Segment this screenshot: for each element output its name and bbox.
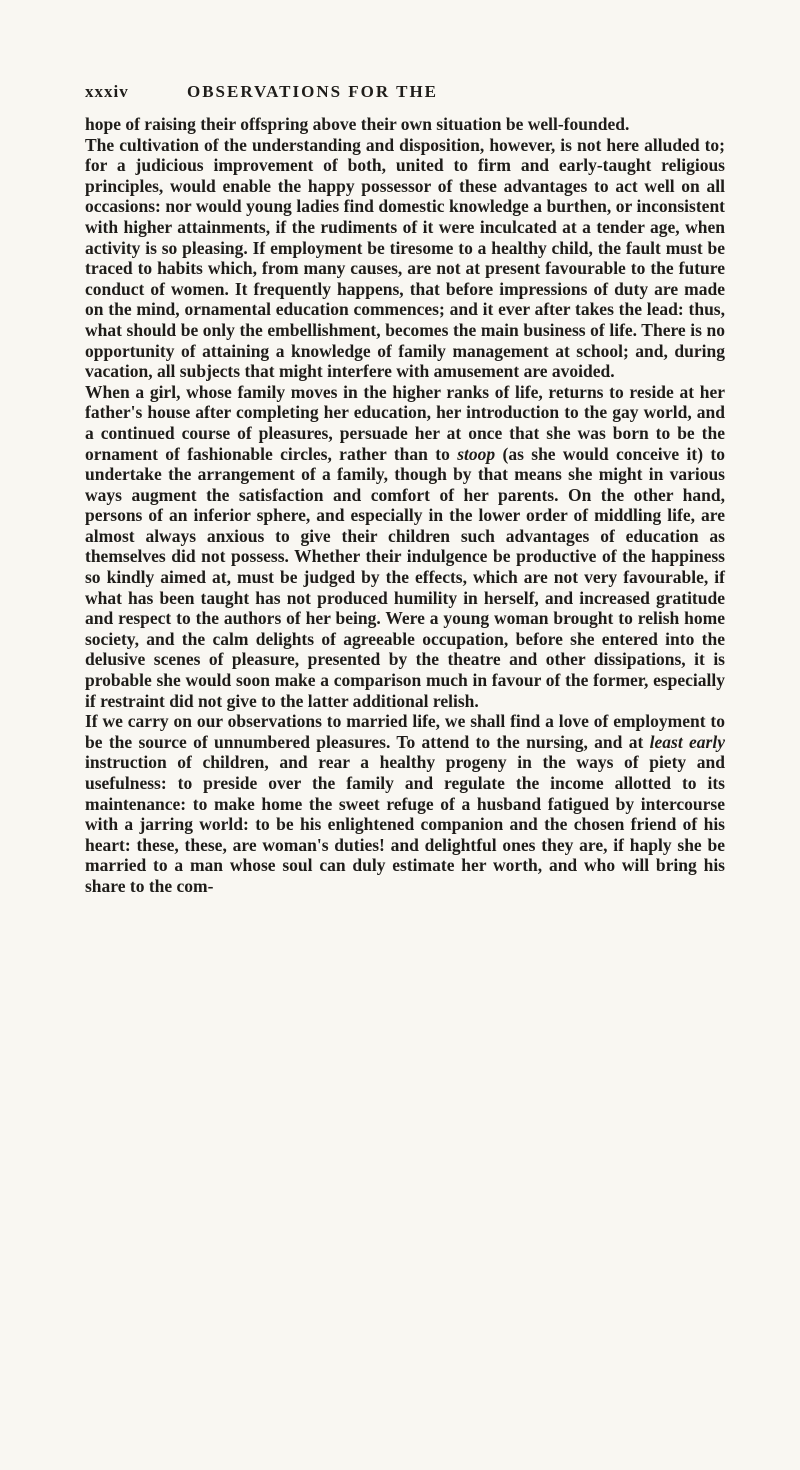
paragraph-4: [85, 711, 725, 896]
paragraph-2: The cultivation of the understanding and disposition, however, is not here alluded to; for a judicious improvement of both, united to firm and early-taught religious principles, would enable the happy possessor of these advantages to act well on all occasions: nor would young ladies find domestic knowledge a burthen, or inconsistent with higher attainments, if the rudiments of it were inculcated at a tender age, when activity is so pleasing. If employment be tiresome to a healthy child, the fault must be traced to habits which, from many causes, are not at present favourable to the future conduct of women. It frequently happens, that before impressions of duty are made on the mind, ornamental education commences; and it ever after takes the lead: thus, what should be only the embellishment, becomes the main business of life. There is no opportunity of attaining a knowledge of family management at school; and, during vacation, all subjects that might interfere with amusement are avoided.: [85, 134, 725, 382]
paragraph-3: [85, 382, 725, 712]
body-text: [85, 114, 725, 897]
page-number: xxxiv: [85, 82, 129, 101]
paragraph-3-part-1: When a girl, whose family moves in the higher ranks of life, returns to reside at her father's house after completing her education, her introduction to the gay world, and a continued course of pleasures, persuade her at once that she was born to be the ornament of fashionable circles, rather than to: [85, 381, 725, 464]
running-head: OBSERVATIONS FOR THE: [187, 82, 439, 101]
italic-word-stoop: stoop: [457, 443, 496, 464]
page-header: [85, 82, 685, 110]
paragraph-4-part-1: If we carry on our observations to married life, we shall find a love of employment to be the source of unnumbered pleasures. To attend to the nursing, and at: [85, 711, 725, 752]
paragraph-4-part-2: instruction of children, and rear a healthy progeny in the ways of piety and usefulness: to preside over the family and regulate the income allotted to its maintenance: to make home the sweet refuge of a husband fatigued by intercourse with a jarring world: to be his enlightened companion and the chosen friend of his heart: these, these, are woman's duties! and delightful ones they are, if haply she be married to a man whose soul can duly estimate her worth, and who will bring his share to the com-: [85, 752, 725, 896]
paragraph-1: hope of raising their offspring above their own situation be well-founded.: [85, 114, 630, 134]
paragraph-3-part-2: (as she would conceive it) to undertake the arrangement of a family, though by that means she might in various ways augment the satisfaction and comfort of her parents. On the other hand, persons of an inferior sphere, and especially in the lower order of middling life, are almost always anxious to give their children such advantages of education as themselves did not possess. Whether their indulgence be productive of the happiness so kindly aimed at, must be judged by the effects, which are not very favourable, if what has been taught has not produced humility in herself, and increased gratitude and respect to the authors of her being. Were a young woman brought to relish home society, and the calm delights of agreeable occupation, before she entered into the delusive scenes of pleasure, presented by the theatre and other dissipations, it is probable she would soon make a comparison much in favour of the former, especially if restraint did not give to the latter additional relish.: [85, 443, 725, 711]
italic-phrase-least-early: least early: [649, 731, 725, 752]
